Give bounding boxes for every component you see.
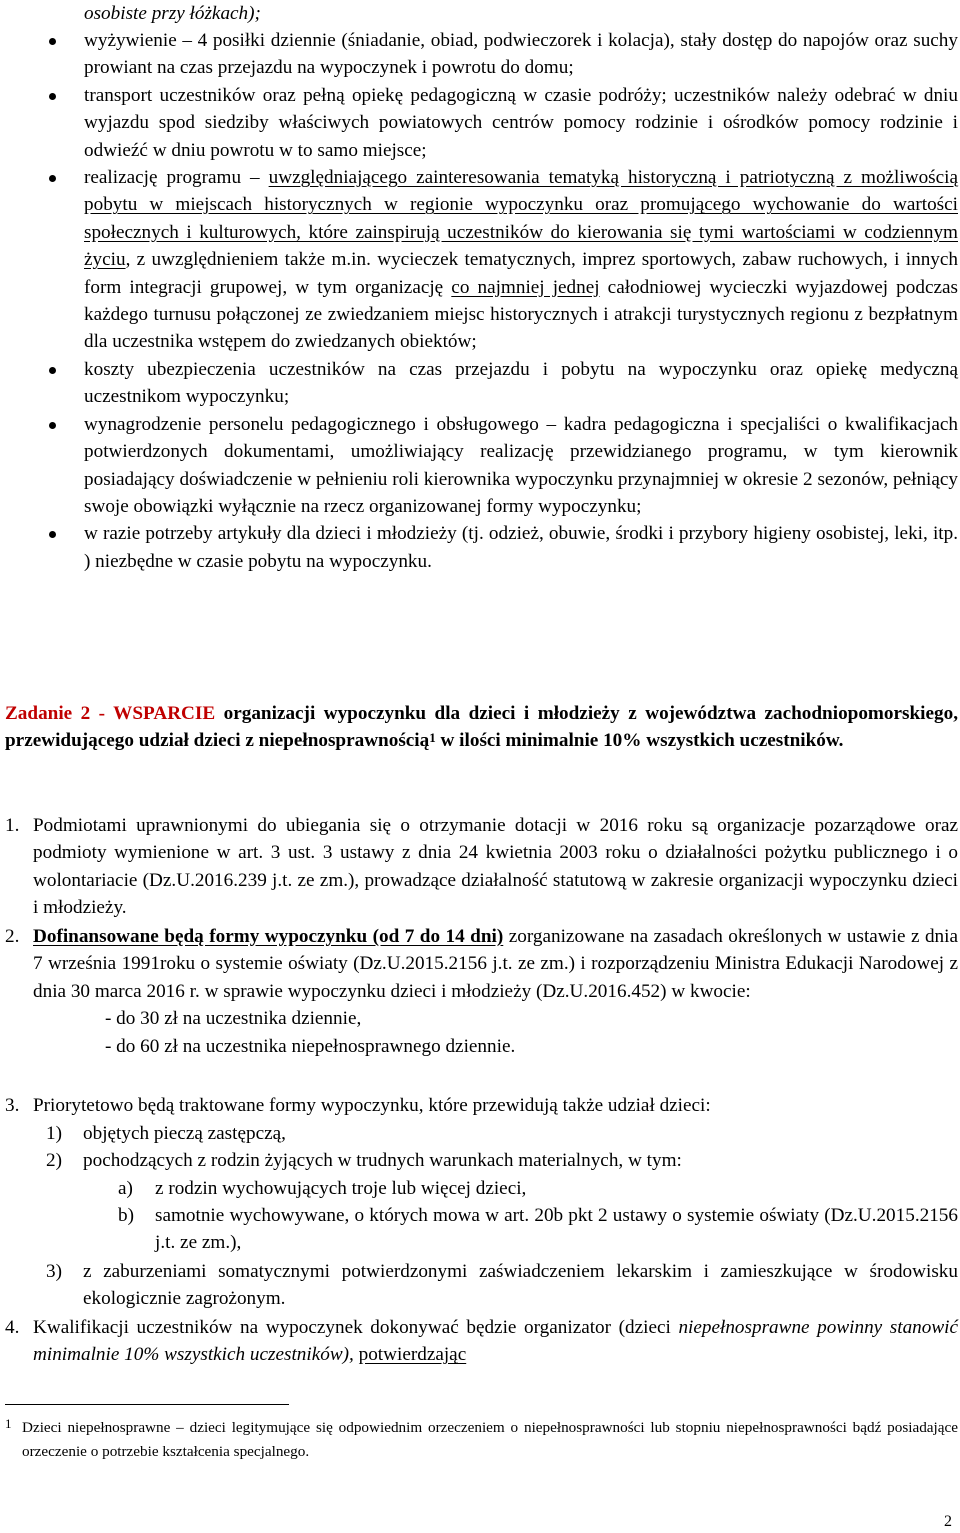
point-number: 1. (5, 815, 20, 836)
bullet-dot-icon (49, 531, 56, 538)
subpoint-text: samotnie wychowywane, o których mowa w art. 20b pkt 2 ustawy o systemie oświaty (Dz.U.2015.2156 j.t. ze zm.), (155, 1205, 958, 1254)
bullet-text-part: realizację programu – (84, 167, 269, 189)
bullet-item (84, 82, 958, 164)
bullet-text-part: całodniowej wycieczki wyjazdowej podczas każdego turnusu połączonej ze zwiedzaniem miejsc historycznych i atrakcji turystycznych regionu z bezpłatnym dla uczestnika wstępem do zwiedzanych obiektów; (84, 276, 958, 353)
rate-line: - do 30 zł na uczestnika dziennie, (105, 1008, 362, 1030)
bullet-dot-icon (49, 38, 56, 45)
footnote-mark: 1 (5, 1416, 12, 1431)
underlined-text: co najmniej jednej (451, 276, 600, 298)
point-3 (5, 1092, 958, 1119)
task-description-end: w ilości minimalnie 10% wszystkich uczestników. (435, 730, 844, 752)
footnote (5, 1416, 958, 1464)
point-number: 4. (5, 1317, 20, 1338)
subpoint-3 (46, 1258, 958, 1313)
italic-text: niepełnosprawne powinny stanowić minimalnie 10% wszystkich uczestników), (33, 1317, 959, 1366)
rate-line: - do 60 zł na uczestnika niepełnosprawnego dziennie. (105, 1035, 516, 1057)
top-line: osobiste przy łóżkach); (84, 3, 261, 24)
subpoint-text: objętych pieczą zastępczą, (83, 1123, 286, 1144)
bullet-item (84, 520, 958, 575)
subpoint-number: 3) (46, 1261, 62, 1282)
bullet-text: koszty ubezpieczenia uczestników na czas przejazdu i pobytu na wypoczynku oraz opiekę medyczną uczestnikom wypoczynku; (84, 358, 958, 408)
point-text-part: Kwalifikacji uczestników na wypoczynek dokonywać będzie organizator (dzieci (33, 1317, 679, 1338)
bullet-text: w razie potrzeby artykuły dla dzieci i młodzieży (tj. odzież, obuwie, środki i przybory higieny osobistej, leki, itp. ) niezbędne w czasie pobytu na wypoczynku. (84, 523, 958, 572)
point-text: Priorytetowo będą traktowane formy wypoczynku, które przewidują także udział dzieci: (33, 1095, 711, 1116)
bullet-text-part: , z uwzględnieniem także m.in. wycieczek tematycznych, imprez sportowych, zabaw ruchowych, i innych form integracji grupowej, w tym organizację (84, 249, 958, 298)
point-number: 3. (5, 1095, 20, 1116)
point-1 (5, 812, 958, 922)
point-4 (5, 1314, 958, 1369)
bullet-text: wynagrodzenie personelu pedagogicznego i obsługowego – kadra pedagogiczna i specjaliści o kwalifikacjach potwierdzonych dokumentami, umożliwiający realizację przewidzianego programu, w tym kierownik posiadający doświadczenie w pełnieniu roli kierownika wypoczynku przynajmniej w okresie 2 sezonów, pełniący swoje obowiązki wyłącznie na rzecz organizowanej formy wypoczynku; (84, 413, 958, 517)
bullet-item (84, 356, 958, 411)
subpoint-number: 1) (46, 1123, 62, 1144)
point-text-part: zorganizowane na zasadach określonych w ustawie z dnia 7 września 1991roku o systemie oświaty (Dz.U.2015.2156 j.t. ze zm.) i rozporządzeniu Ministra Edukacji Narodowej z dnia 30 marca 2016 r. w sprawie wypoczynku dzieci i młodzieży (Dz.U.2016.452) w kwocie: (33, 926, 958, 1002)
bullet-dot-icon (49, 367, 56, 374)
bullet-list (84, 27, 958, 575)
subpoint-text: pochodzących z rodzin żyjących w trudnych warunkach materialnych, w tym: (83, 1150, 682, 1171)
bullet-item (84, 27, 958, 82)
bullet-item (84, 411, 958, 521)
bullet-dot-icon (49, 175, 56, 182)
footnote-separator (5, 1404, 289, 1405)
bullet-text (84, 164, 958, 356)
point-2 (5, 923, 958, 1060)
point-text: Podmiotami uprawnionymi do ubiegania się o otrzymanie dotacji w 2016 roku są organizacje pozarządowe oraz podmioty wymienione w art. 3 ust. 3 ustawy z dnia 24 kwietnia 2003 roku o działalności pożytku publicznego i o wolontariacie (Dz.U.2016.239 j.t. ze zm.), prowadzące działalność statutową w zakresie organizacji wypoczynku dzieci i młodzieży. (33, 815, 958, 919)
subpoint-number: 2) (46, 1150, 62, 1171)
point-number: 2. (5, 926, 20, 947)
underlined-text: potwierdzając (358, 1344, 467, 1366)
footnote-text: Dzieci niepełnosprawne – dzieci legitymujące się odpowiednim orzeczeniem o niepełnosprawności lub stopniu niepełnosprawności bądź posiadające orzeczenie o potrzebie kształcenia specjalnego. (22, 1419, 958, 1460)
point-text (33, 1314, 958, 1369)
bullet-dot-icon (49, 422, 56, 429)
subpoint-b (118, 1202, 958, 1257)
subpoint-text: z zaburzeniami somatycznymi potwierdzonymi zaświadczeniem lekarskim i zamieszkujące w środowisku ekologicznie zagrożonym. (83, 1261, 958, 1310)
subpoint-1 (46, 1120, 958, 1147)
bullet-item (84, 164, 958, 356)
point-emphasis: Dofinansowane będą formy wypoczynku (od 7 do 14 dni) (33, 926, 504, 947)
underlined-text: uwzględniającego zainteresowania tematyką historyczną i patriotyczną z możliwością pobytu w miejscach historycznych w regionie wypoczynku oraz promującego wychowanie do wartości społecznych i kulturowych, które zainspirują uczestników do kierowania się tymi wartościami w codziennym życiu (84, 167, 959, 271)
task-description: organizacji wypoczynku dla dzieci i młodzieży z województwa zachodniopomorskiego, przewidującego udział dzieci z niepełnosprawnością (5, 703, 958, 752)
task-title: Zadanie 2 - WSPARCIE (5, 703, 216, 724)
page-number: 2 (944, 1513, 952, 1530)
bullet-dot-icon (49, 93, 56, 100)
subpoint-letter: b) (118, 1205, 134, 1226)
bullet-text: wyżywienie – 4 posiłki dziennie (śniadanie, obiad, podwieczorek i kolacja), stały dostęp do napojów oraz suchy prowiant na czas przejazdu na wypoczynek i powrotu do domu; (84, 30, 958, 79)
point-text (33, 923, 958, 1005)
subpoint-a (118, 1175, 958, 1202)
bullet-text: transport uczestników oraz pełną opiekę pedagogiczną w czasie podróży; uczestników należy odebrać w dniu wyjazdu spod siedziby właściwych powiatowych centrów pomocy rodzinie i ośrodków pomocy rodzinie i odwieźć w dniu powrotu w to samo miejsce; (84, 84, 958, 161)
task-heading (5, 700, 958, 755)
footnote-ref: 1 (429, 730, 436, 746)
subpoint-2 (46, 1147, 958, 1174)
subpoint-letter: a) (118, 1178, 133, 1199)
subpoint-text: z rodzin wychowujących troje lub więcej dzieci, (155, 1178, 527, 1199)
